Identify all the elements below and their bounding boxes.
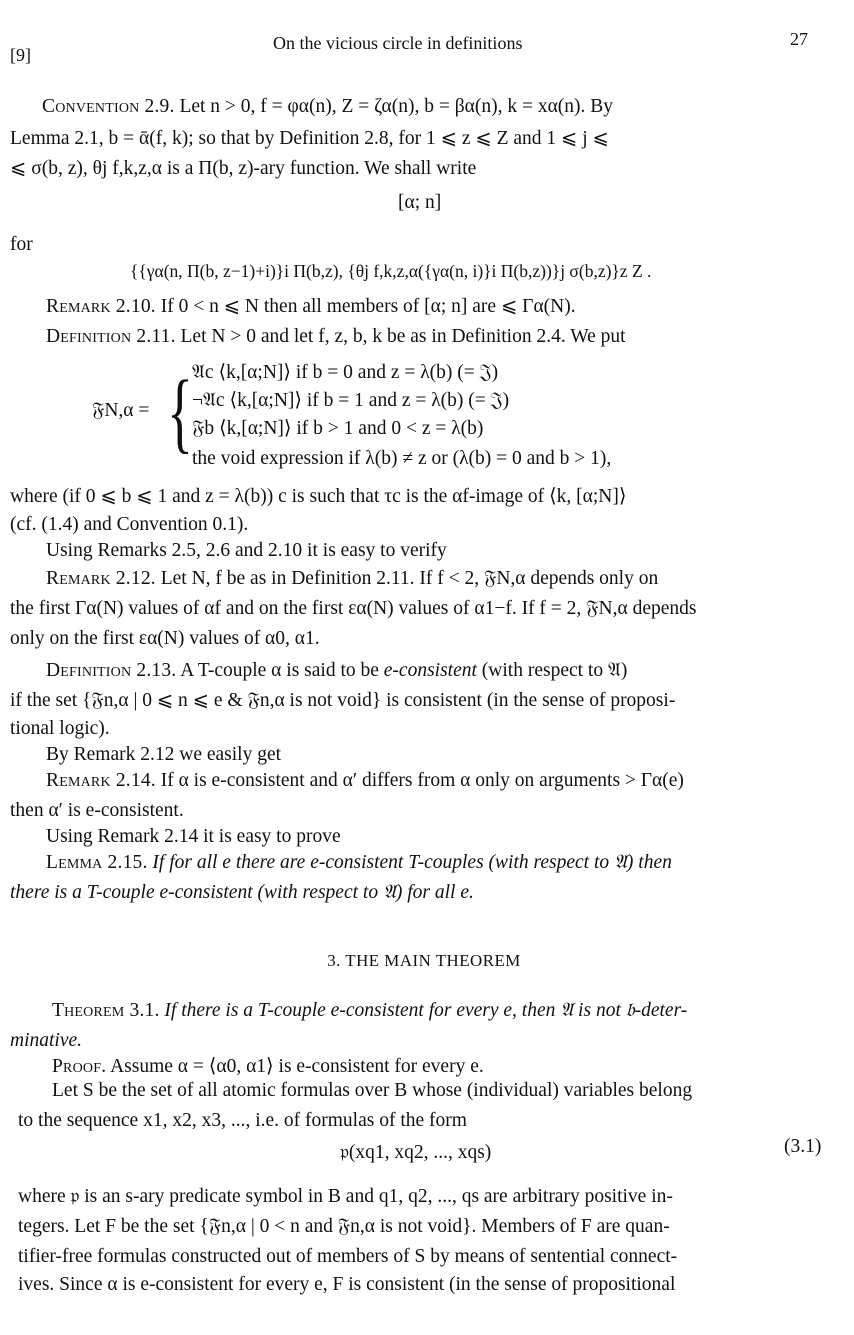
section-heading: 3. THE MAIN THEOREM xyxy=(327,951,521,970)
convention-2-9-line-1 xyxy=(42,94,613,120)
definition-label: Definition 2.11. xyxy=(46,326,176,347)
convention-text: Let n > 0, f = φα(n), Z = ζα(n), b = βα(n), k = xα(n). By xyxy=(179,96,614,117)
definition-2-11-intro xyxy=(46,324,626,350)
theorem-text: If there is a T-couple e-consistent for every e, then 𝔄 is not 𝔟-deter- xyxy=(164,1000,688,1021)
theorem-3-1-line-1 xyxy=(52,998,687,1024)
running-title: On the vicious circle in definitions xyxy=(273,33,523,53)
proof-line-1 xyxy=(52,1054,484,1080)
proof-line-4: where 𝔭 is an s-ary predicate symbol in B and q1, q2, ..., qs are arbitrary positive in- xyxy=(18,1186,673,1207)
by-remark-line: By Remark 2.12 we easily get xyxy=(46,744,282,765)
lemma-label: Lemma 2.15. xyxy=(46,852,148,873)
remark-label: Remark 2.14. xyxy=(46,770,156,791)
for-word: for xyxy=(10,234,33,255)
proof-line-3: to the sequence x1, x2, x3, ..., i.e. of formulas of the form xyxy=(18,1110,467,1131)
remark-2-12-line-3: only on the first εα(N) values of α0, α1. xyxy=(10,628,320,649)
remark-label: Remark 2.10. xyxy=(46,296,156,317)
case-4: the void expression if λ(b) ≠ z or (λ(b) = 0 and b > 1), xyxy=(192,448,612,469)
lemma-2-15-line-1 xyxy=(46,850,672,876)
verify-line: Using Remarks 2.5, 2.6 and 2.10 it is easy to verify xyxy=(46,540,447,561)
proof-line-7: ives. Since α is e-consistent for every e, F is consistent (in the sense of propositional xyxy=(18,1274,676,1295)
definition-text: Let N > 0 and let f, z, b, k be as in Definition 2.4. We put xyxy=(180,326,626,347)
display-formula: {{γα(n, Π(b, z−1)+i)}i Π(b,z), {θj f,k,z,α({γα(n, i)}i Π(b,z))}j σ(b,z)}z Z . xyxy=(130,261,652,281)
lemma-2-15-line-2: there is a T-couple e-consistent (with respect to 𝔄) for all e. xyxy=(10,882,474,903)
case-2: ¬𝔄c ⟨k,[α;N]⟩ if b = 1 and z = λ(b) (= 𝔍) xyxy=(192,390,510,411)
theorem-3-1-line-2: minative. xyxy=(10,1030,83,1051)
page-number: 27 xyxy=(790,29,808,49)
definition-2-13-line-2: if the set {𝔉n,α | 0 ⩽ n ⩽ e & 𝔉n,α is not void} is consistent (in the sense of proposi- xyxy=(10,690,676,711)
formula-3-1: 𝔭(xq1, xq2, ..., xqs) xyxy=(340,1142,492,1163)
definition-text: A T-couple α is said to be xyxy=(180,660,379,681)
convention-label: Convention 2.9. xyxy=(42,96,175,117)
remark-2-10 xyxy=(46,294,576,320)
convention-2-9-line-2: Lemma 2.1, b = ᾱ(f, k); so that by Definition 2.8, for 1 ⩽ z ⩽ Z and 1 ⩽ j ⩽ xyxy=(10,128,609,149)
proof-text: Assume α = ⟨α0, α1⟩ is e-consistent for every e. xyxy=(110,1056,484,1077)
remark-2-12-line-2: the first Γα(N) values of αf and on the first εα(N) values of α1−f. If f = 2, 𝔉N,α depends xyxy=(10,598,697,619)
remark-2-14-line-2: then α′ is e-consistent. xyxy=(10,800,184,821)
case-3: 𝔉b ⟨k,[α;N]⟩ if b > 1 and 0 < z = λ(b) xyxy=(192,418,484,439)
lemma-text: If for all e there are e-consistent T-couples (with respect to 𝔄) then xyxy=(152,852,672,873)
frak-f-lhs: 𝔉N,α = xyxy=(92,400,150,421)
left-brace: { xyxy=(167,363,193,462)
proof-line-5: tegers. Let F be the set {𝔉n,α | 0 < n and 𝔉n,α is not void}. Members of F are quan- xyxy=(18,1216,670,1237)
proof-label: Proof. xyxy=(52,1056,107,1077)
section-marker: [9] xyxy=(10,45,31,65)
using-remark-line: Using Remark 2.14 it is easy to prove xyxy=(46,826,341,847)
remark-text: If α is e-consistent and α′ differs from α only on arguments > Γα(e) xyxy=(160,770,684,791)
definition-2-11-after-1: where (if 0 ⩽ b ⩽ 1 and z = λ(b)) c is such that τc is the αf-image of ⟨k, [α;N]⟩ xyxy=(10,486,627,507)
emphasis-term: e-consistent xyxy=(383,660,477,681)
case-1: 𝔄c ⟨k,[α;N]⟩ if b = 0 and z = λ(b) (= 𝔍) xyxy=(192,362,499,383)
definition-2-13-line-3: tional logic). xyxy=(10,718,110,739)
display-alpha-n: [α; n] xyxy=(398,192,442,213)
proof-line-2: Let S be the set of all atomic formulas over B whose (individual) variables belong xyxy=(52,1080,693,1101)
equation-number: (3.1) xyxy=(784,1136,822,1157)
definition-2-11-after-2: (cf. (1.4) and Convention 0.1). xyxy=(10,514,249,535)
definition-label: Definition 2.13. xyxy=(46,660,177,681)
remark-text: Let N, f be as in Definition 2.11. If f < 2, 𝔉N,α depends only on xyxy=(160,568,659,589)
remark-label: Remark 2.12. xyxy=(46,568,156,589)
definition-text-end: (with respect to 𝔄) xyxy=(481,660,628,681)
convention-2-9-line-3: ⩽ σ(b, z), θj f,k,z,α is a Π(b, z)-ary function. We shall write xyxy=(10,158,477,179)
theorem-label: Theorem 3.1. xyxy=(52,1000,160,1021)
remark-2-12-line-1 xyxy=(46,566,658,592)
remark-text: If 0 < n ⩽ N then all members of [α; n] are ⩽ Γα(N). xyxy=(160,296,576,317)
proof-line-6: tifier-free formulas constructed out of members of S by means of sentential connect- xyxy=(18,1246,678,1267)
remark-2-14-line-1 xyxy=(46,768,684,794)
definition-2-13-line-1 xyxy=(46,658,627,684)
